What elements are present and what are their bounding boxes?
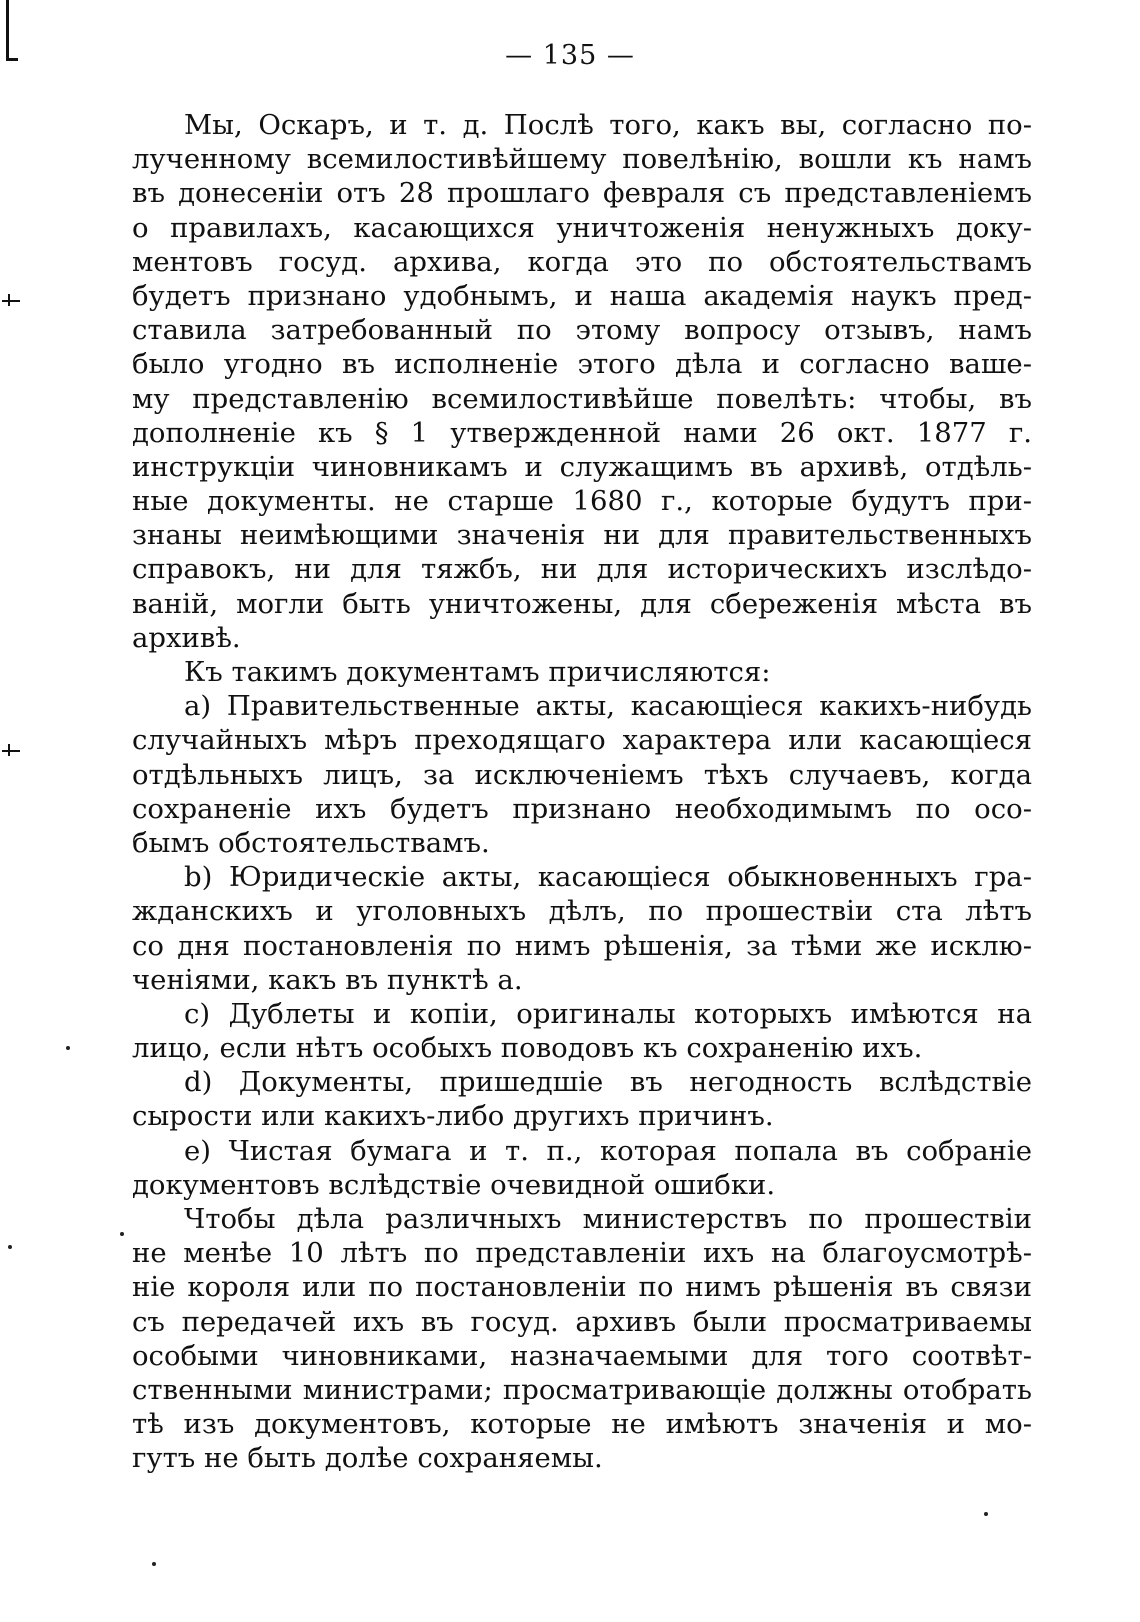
scan-speck <box>66 1046 70 1050</box>
text-line: справокъ, ни для тяжбъ, ни для историческихъ изслѣдо- <box>132 553 1032 586</box>
text-line: бымъ обстоятельствамъ. <box>132 826 490 859</box>
scan-speck <box>8 1245 12 1249</box>
text-line: было угодно въ исполненіе этого дѣла и согласно ваше- <box>132 348 1032 381</box>
text-line: лицо, если нѣтъ особыхъ поводовъ къ сохраненію ихъ. <box>132 1032 923 1065</box>
text-line: ваній, могли быть уничтожены, для сбереженія мѣста въ <box>132 587 1032 620</box>
margin-tick-mark <box>2 750 20 752</box>
text-line: ментовъ госуд. архива, когда это по обстоятельствамъ <box>132 245 1032 278</box>
text-line: со дня постановленія по нимъ рѣшенія, за тѣми же исклю- <box>132 929 1032 962</box>
text-line: инструкціи чиновникамъ и служащимъ въ архивѣ, отдѣль- <box>132 450 1032 483</box>
text-line: Къ такимъ документамъ причисляются: <box>184 656 771 688</box>
text-line: не менѣе 10 лѣтъ по представленіи ихъ на благоусмотрѣ- <box>132 1237 1032 1270</box>
text-line: о правилахъ, касающихся уничтоженія ненужныхъ доку- <box>132 211 1032 244</box>
scan-speck <box>984 1512 988 1516</box>
text-line: тѣ изъ документовъ, которые не имѣютъ значенія и мо- <box>132 1408 1032 1441</box>
text-line: Чтобы дѣла различныхъ министерствъ по прошествіи <box>184 1203 1032 1235</box>
text-line: съ передачей ихъ въ госуд. архивъ были просматриваемы <box>132 1305 1032 1338</box>
text-line: архивѣ. <box>132 621 241 654</box>
text-line: сырости или какихъ-либо другихъ причинъ. <box>132 1100 774 1133</box>
text-line: ніе короля или по постановленіи по нимъ рѣшенія въ связи <box>132 1271 1032 1304</box>
text-line: въ донесеніи отъ 28 прошлаго февраля съ представленіемъ <box>132 177 1032 210</box>
text-line: документовъ вслѣдствіе очевидной ошибки. <box>132 1168 776 1201</box>
text-line: гутъ не быть долѣе сохраняемы. <box>132 1442 603 1475</box>
text-line: отдѣльныхъ лицъ, за исключеніемъ тѣхъ случаевъ, когда <box>132 758 1032 791</box>
scan-speck <box>152 1562 156 1566</box>
text-line: c) Дублеты и копіи, оригиналы которыхъ имѣются на <box>184 997 1032 1030</box>
text-line: случайныхъ мѣръ преходящаго характера или касающіеся <box>132 724 1032 757</box>
text-line: ставила затребованный по этому вопросу отзывъ, намъ <box>132 314 1032 347</box>
scan-speck <box>120 1232 124 1236</box>
text-line: a) Правительственные акты, касающіеся какихъ-нибудь <box>184 690 1032 723</box>
text-line: ченіями, какъ въ пунктѣ a. <box>132 963 523 996</box>
text-line: ственными министрами; просматривающіе должны отобрать <box>132 1373 1032 1406</box>
text-line: будетъ признано удобнымъ, и наша академія наукъ пред- <box>132 279 1032 312</box>
text-line: b) Юридическіе акты, касающіеся обыкновенныхъ гра- <box>184 861 1032 894</box>
text-line: лученному всемилостивѣйшему повелѣнію, вошли къ намъ <box>132 143 1032 176</box>
text-line: Мы, Оскаръ, и т. д. Послѣ того, какъ вы, согласно по- <box>184 109 1032 141</box>
margin-tick-mark <box>2 300 20 302</box>
text-line: e) Чистая бумага и т. п., которая попала въ собраніе <box>184 1134 1032 1167</box>
page-number: — 135 — <box>505 40 635 71</box>
body-text <box>132 108 1032 1476</box>
text-line: сохраненіе ихъ будетъ признано необходимымъ по осо- <box>132 792 1032 825</box>
text-line: жданскихъ и уголовныхъ дѣлъ, по прошествіи ста лѣтъ <box>132 895 1032 928</box>
text-line: знаны неимѣющими значенія ни для правительственныхъ <box>132 519 1032 552</box>
text-line: дополненіе къ § 1 утвержденной нами 26 окт. 1877 г. <box>132 416 1032 449</box>
text-line: му представленію всемилостивѣйше повелѣть: чтобы, въ <box>132 382 1032 415</box>
text-line: особыми чиновниками, назначаемыми для того соотвѣт- <box>132 1339 1032 1372</box>
text-line: d) Документы, пришедшіе въ негодность вслѣдствіе <box>184 1066 1032 1099</box>
text-line: ные документы. не старше 1680 г., которые будутъ при- <box>132 485 1032 518</box>
